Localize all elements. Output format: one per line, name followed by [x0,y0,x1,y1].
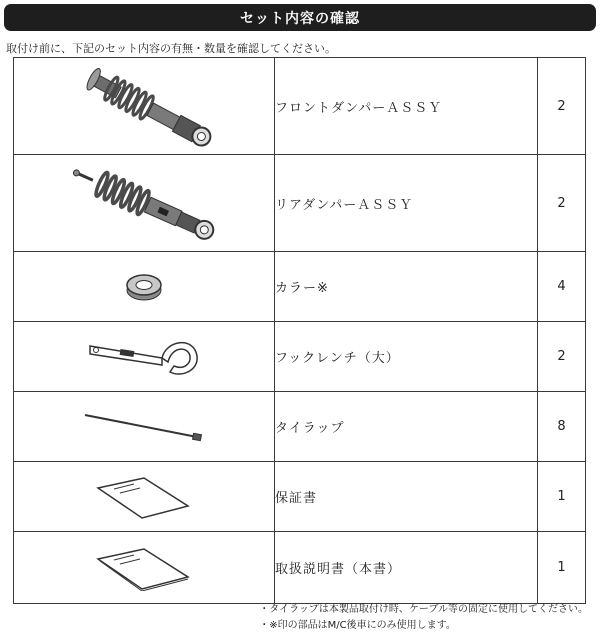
footnotes [259,602,588,634]
warranty-card-icon [94,474,194,520]
table-row [14,155,586,252]
table-row [14,462,586,532]
item-image-cell [14,252,275,322]
rear-damper-icon [64,158,224,248]
item-image-cell [14,532,275,604]
item-image-cell [14,58,275,155]
cable-tie-icon [79,407,209,447]
item-image-cell [14,392,275,462]
hook-wrench-icon [84,332,204,382]
item-name: フロントダンパーＡＳＳＹ [275,58,538,155]
table-row [14,252,586,322]
collar-icon [119,267,169,307]
item-name: タイラップ [275,392,538,462]
item-name: フックレンチ（大） [275,322,538,392]
item-image-cell [14,322,275,392]
item-qty: 8 [538,392,586,462]
item-name: 保証書 [275,462,538,532]
footnote: ・タイラップは本製品取付け時、ケーブル等の固定に使用してください。 [259,604,588,615]
item-image-cell [14,462,275,532]
parts-table [13,57,586,604]
item-name: 取扱説明書（本書） [275,532,538,604]
item-qty: 2 [538,322,586,392]
item-qty: 2 [538,58,586,155]
item-qty: 4 [538,252,586,322]
section-header [4,4,596,31]
manual-icon [94,545,194,591]
footnote: ・※印の部品はM/C後車にのみ使用します。 [259,620,456,631]
item-name: カラー※ [275,252,538,322]
table-row [14,322,586,392]
item-image-cell [14,155,275,252]
item-qty: 1 [538,532,586,604]
item-qty: 2 [538,155,586,252]
table-row [14,392,586,462]
item-name: リアダンパーＡＳＳＹ [275,155,538,252]
table-row [14,58,586,155]
table-row [14,532,586,604]
intro-text: 取付け前に、下記のセット内容の有無・数量を確認してください。 [6,42,336,55]
front-damper-icon [69,61,219,151]
item-qty: 1 [538,462,586,532]
section-title: セット内容の確認 [240,10,360,27]
